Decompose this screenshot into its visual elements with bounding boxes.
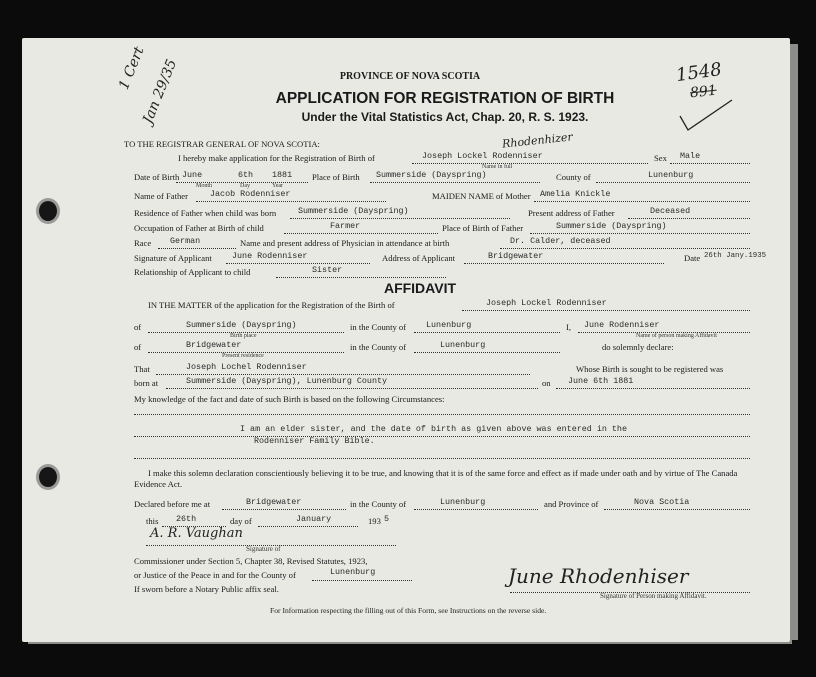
born-at-value: Summerside (Dayspring), Lunenburg County	[186, 376, 388, 386]
place-of-birth-label: Place of Birth	[312, 172, 360, 182]
father-residence: Summerside (Dayspring)	[298, 206, 409, 216]
mother-label: MAIDEN NAME of Mother	[432, 191, 531, 201]
that-name: Joseph Lochel Rodenniser	[186, 362, 307, 372]
physician-value: Dr. Calder, deceased	[510, 236, 611, 246]
year-suffix: 5	[384, 514, 390, 524]
born-at-label: born at	[134, 378, 159, 388]
application-intro: I hereby make application for the Registration of Birth of	[178, 153, 375, 163]
address-label: Address of Applicant	[382, 253, 456, 263]
solemnly-declare: do solemnly declare:	[602, 342, 674, 352]
in-county-label: in the County of	[350, 322, 407, 332]
province-value: Nova Scotia	[634, 497, 690, 507]
in-county-label-3: in the County of	[350, 499, 407, 509]
matter-name: Joseph Lockel Rodenniser	[486, 298, 607, 308]
declared-county-value: Lunenburg	[440, 497, 486, 507]
affiant-county: Lunenburg	[440, 340, 486, 350]
justice-county-value: Lunenburg	[330, 567, 376, 577]
birth-registration-form	[22, 38, 790, 642]
commissioner-text: Commissioner under Section 5, Chapter 38, Revised Statutes, 1923,	[134, 556, 368, 566]
dob-month: June	[182, 170, 203, 180]
signature-label: Signature of Applicant	[134, 253, 212, 263]
this-label: this	[146, 516, 159, 526]
application-date: 26th Jany.1935	[704, 252, 767, 260]
margin-note-cert: 1 Cert	[116, 44, 148, 92]
declared-at-value: Bridgewater	[246, 497, 302, 507]
footer-info: For Information respecting the filling out of this Form, see Instructions on the reverse side.	[270, 606, 547, 615]
place-of-birth: Summerside (Dayspring)	[376, 170, 487, 180]
on-label: on	[542, 378, 551, 388]
declarant-signature: June Rhodenhiser	[508, 564, 689, 588]
date-label: Date	[684, 253, 701, 263]
father-label: Name of Father	[134, 191, 188, 201]
registrar-address: TO THE REGISTRAR GENERAL OF NOVA SCOTIA:	[124, 139, 320, 149]
circumstance-line-2: Rodenniser Family Bible.	[254, 436, 375, 446]
county-value: Lunenburg	[648, 170, 694, 180]
in-county-label-2: in the County of	[350, 342, 407, 352]
physician-label: Name and present address of Physician in attendance at birth	[240, 238, 450, 248]
day-of-label: day of	[230, 516, 252, 526]
commissioner-signature: A. R. Vaughan	[150, 526, 243, 541]
dob-label: Date of Birth	[134, 172, 180, 182]
declarant-signature-label: Signature of Person making Affidavit.	[600, 592, 707, 600]
circumstance-line-1: I am an elder sister, and the date of birth as given above was entered in the	[240, 424, 627, 434]
residence-label: Residence of Father when child was born	[134, 208, 277, 218]
affidavit-county: Lunenburg	[426, 320, 472, 330]
affiant-residence: Bridgewater	[186, 340, 242, 350]
this-day-value: 26th	[176, 514, 197, 524]
solemn-declaration: I make this solemn declaration conscientiously believing it to be true, and knowing that it is of the same force and effect as if made under oath and by virtue of The Canada Evidence Act.	[134, 468, 738, 489]
sex-label: Sex	[654, 153, 667, 163]
form-subtitle: Under the Vital Statistics Act, Chap. 20, R. S. 1923.	[301, 110, 589, 124]
province-heading: PROVINCE OF NOVA SCOTIA	[339, 71, 481, 82]
year-prefix: 193	[368, 516, 381, 526]
day-label: Day	[240, 183, 250, 189]
sex-value: Male	[680, 151, 701, 161]
signature-of-label: Signature of	[246, 545, 281, 553]
on-date-value: June 6th 1881	[568, 376, 634, 386]
whose-birth-text: Whose Birth is sought to be registered was	[576, 364, 724, 374]
name-person-label: Name of person making Affidavit	[636, 333, 717, 339]
applicant-signature: June Rodenniser	[232, 251, 308, 261]
place-of-birth-father-label: Place of Birth of Father	[442, 223, 524, 233]
applicant-address: Bridgewater	[488, 251, 544, 261]
i-label: I,	[566, 322, 572, 332]
dob-day: 6th	[238, 170, 254, 180]
present-address-label: Present address of Father	[528, 208, 615, 218]
of-label: of	[134, 322, 142, 332]
affidavit-heading: AFFIDAVIT	[383, 280, 457, 296]
notary-text: If sworn before a Notary Public affix seal.	[134, 584, 279, 594]
of-label-2: of	[134, 342, 142, 352]
province-label: and Province of	[544, 499, 599, 509]
relationship-label: Relationship of Applicant to child	[134, 267, 251, 277]
knowledge-text: My knowledge of the fact and date of such Birth is based on the following Circumstances:	[134, 394, 445, 404]
registration-number: 1548	[674, 58, 724, 87]
affidavit-of-place: Summerside (Dayspring)	[186, 320, 297, 330]
binder-hole-bottom	[36, 464, 60, 490]
justice-text: or Justice of the Peace in and for the County of	[134, 570, 296, 580]
month-value: January	[296, 514, 332, 524]
year-label: Year	[272, 183, 284, 189]
child-name: Joseph Lockel Rodenniser	[422, 151, 543, 161]
mother-name: Amelia Knickle	[540, 189, 611, 199]
county-label: County of	[556, 172, 591, 182]
binder-hole-top	[36, 198, 60, 224]
occupation-label: Occupation of Father at Birth of child	[134, 223, 264, 233]
affiant-name: June Rodenniser	[584, 320, 660, 330]
father-place-of-birth: Summerside (Dayspring)	[556, 221, 667, 231]
dob-year: 1881	[272, 170, 293, 180]
father-name: Jacob Rodenniser	[210, 189, 291, 199]
race-label: Race	[134, 238, 152, 248]
race-value: German	[170, 236, 201, 246]
present-residence-label: Present residence	[222, 353, 264, 359]
birth-place-label: Birth place	[230, 333, 257, 339]
name-in-full-label: Name in full	[482, 164, 513, 170]
struck-registration-number: 891	[689, 82, 718, 102]
margin-note-date: Jan 29/35	[140, 57, 181, 126]
form-title: APPLICATION FOR REGISTRATION OF BIRTH	[275, 90, 615, 107]
name-correction: Rhodenhizer	[501, 130, 574, 151]
that-label: That	[134, 364, 150, 374]
father-present-address: Deceased	[650, 206, 691, 216]
month-label: Month	[196, 183, 213, 189]
matter-intro: IN THE MATTER of the application for the Registration of the Birth of	[148, 300, 395, 310]
father-occupation: Farmer	[330, 221, 361, 231]
declared-label: Declared before me at	[134, 499, 211, 509]
relationship-value: Sister	[312, 265, 343, 275]
